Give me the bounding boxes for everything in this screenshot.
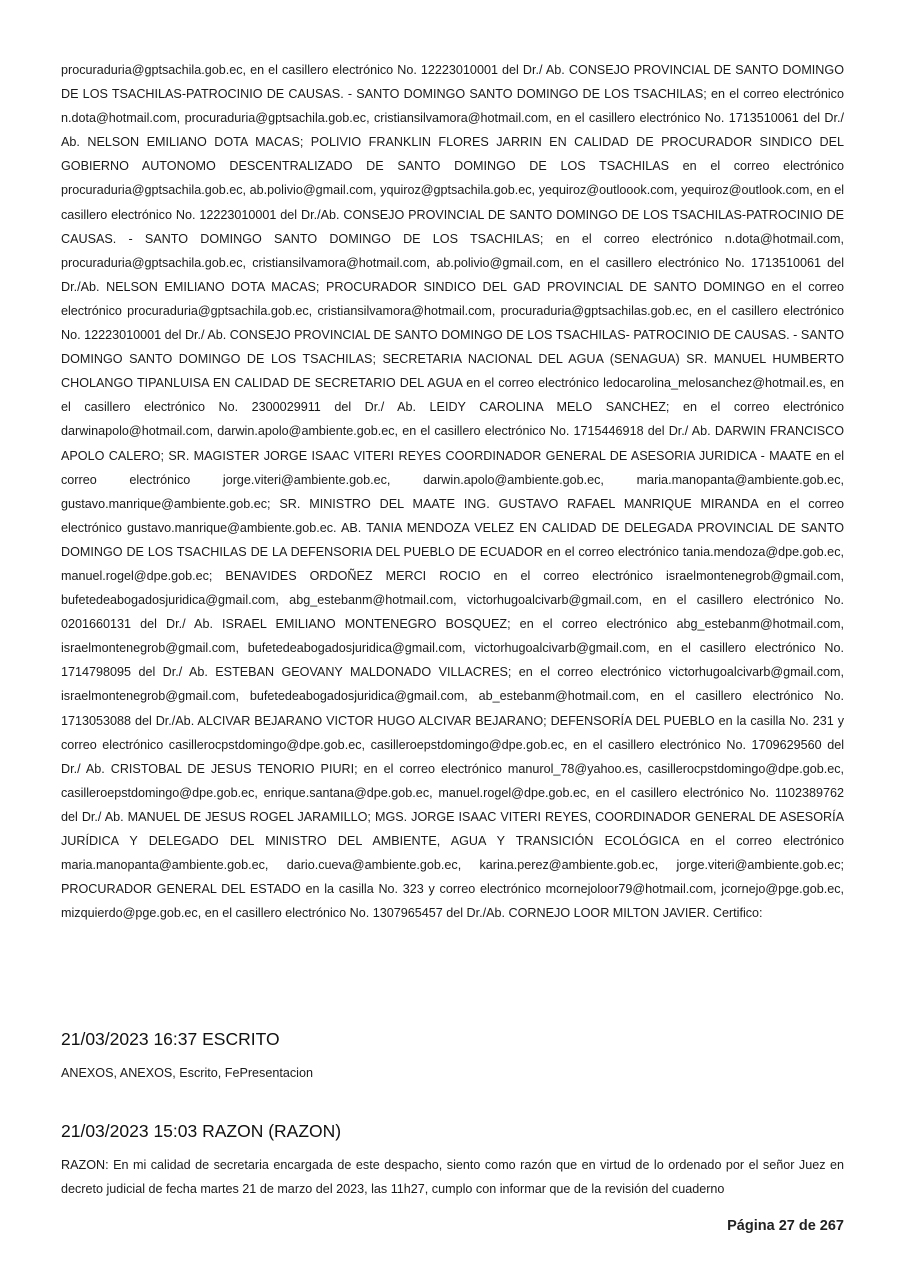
notification-paragraph: procuraduria@gptsachila.gob.ec, en el casillero electrónico No. 12223010001 del Dr./ Ab. CONSEJO PROVINCIAL DE SANTO DOMINGO DE LOS TSACHILAS-PATROCINIO DE CAUSAS. - SANTO DOMINGO SANTO DOMINGO DE LOS TSACHILAS; en el correo electrónico n.dota@hotmail.com, procuraduria@gptsachila.gob.ec, cristiansilvamora@hotmail.com, en el casillero electrónico No. 1713510061 del Dr./ Ab. NELSON EMILIANO DOTA MACAS; POLIVIO FRANKLIN FLORES JARRIN EN CALIDAD DE PROCURADOR SINDICO DEL GOBIERNO AUTONOMO DESCENTRALIZADO DE SANTO DOMINGO DE LOS TSACHILAS en el correo electrónico procuraduria@gptsachila.gob.ec, ab.polivio@gmail.com, yquiroz@gptsachila.gob.ec, yequiroz@outloook.com, yequiroz@outlook.com, en el casillero electrónico No. 12223010001 del Dr./Ab. CONSEJO PROVINCIAL DE SANTO DOMINGO DE LOS TSACHILAS-PATROCINIO DE CAUSAS. - SANTO DOMINGO SANTO DOMINGO DE LOS TSACHILAS; en el correo electrónico n.dota@hotmail.com, procuraduria@gptsachila.gob.ec, cristiansilvamora@hotmail.com, ab.polivio@gmail.com, en el casillero electrónico No. 1713510061 del Dr./Ab. NELSON EMILIANO DOTA MACAS; PROCURADOR SINDICO DEL GAD PROVINCIAL DE SANTO DOMINGO en el correo electrónico procuraduria@gptsachila.gob.ec, cristiansilvamora@hotmail.com, procuraduria@gptsachilas.gob.ec, en el casillero electrónico No. 12223010001 del Dr./ Ab. CONSEJO PROVINCIAL DE SANTO DOMINGO DE LOS TSACHILAS- PATROCINIO DE CAUSAS. - SANTO DOMINGO SANTO DOMINGO DE LOS TSACHILAS; SECRETARIA NACIONAL DEL AGUA (SENAGUA) SR. MANUEL HUMBERTO CHOLANGO TIPANLUISA EN CALIDAD DE SECRETARIO DEL AGUA en el correo electrónico ledocarolina_melosanchez@hotmail.es, en el casillero electrónico No. 2300029911 del Dr./ Ab. LEIDY CAROLINA MELO SANCHEZ; en el correo electrónico darwinapolo@hotmail.com, darwin.apolo@ambiente.gob.ec, en el casillero electrónico No. 1715446918 del Dr./ Ab. DARWIN FRANCISCO APOLO CALERO; SR. MAGISTER JORGE ISAAC VITERI REYES COORDINADOR GENERAL DE ASESORIA JURIDICA - MAATE en el correo electrónico jorge.viteri@ambiente.gob.ec, darwin.apolo@ambiente.gob.ec, maria.manopanta@ambiente.gob.ec, gustavo.manrique@ambiente.gob.ec; SR. MINISTRO DEL MAATE ING. GUSTAVO RAFAEL MANRIQUE MIRANDA en el correo electrónico gustavo.manrique@ambiente.gob.ec. AB. TANIA MENDOZA VELEZ EN CALIDAD DE DELEGADA PROVINCIAL DE SANTO DOMINGO DE LOS TSACHILAS DE LA DEFENSORIA DEL PUEBLO DE ECUADOR en el correo electrónico tania.mendoza@dpe.gob.ec, manuel.rogel@dpe.gob.ec; BENAVIDES ORDOÑEZ MERCI ROCIO en el correo electrónico israelmontenegrob@gmail.com, bufetedeabogadosjuridica@gmail.com, abg_estebanm@hotmail.com, victorhugoalcivarb@gmail.com, en el casillero electrónico No. 0201660131 del Dr./ Ab. ISRAEL EMILIANO MONTENEGRO BOSQUEZ; en el correo electrónico abg_estebanm@hotmail.com, israelmontenegrob@gmail.com, bufetedeabogadosjuridica@gmail.com, victorhugoalcivarb@gmail.com, en el casillero electrónico No. 1714798095 del Dr./ Ab. ESTEBAN GEOVANY MALDONADO VILLACRES; en el correo electrónico victorhugoalcivarb@gmail.com, israelmontenegrob@gmail.com, bufetedeabogadosjuridica@gmail.com, ab_estebanm@hotmail.com, en el casillero electrónico No. 1713053088 del Dr./Ab. ALCIVAR BEJARANO VICTOR HUGO ALCIVAR BEJARANO; DEFENSORÍA DEL PUEBLO en la casilla No. 231 y correo electrónico casillerocpstdomingo@dpe.gob.ec, casilleroepstdomingo@dpe.gob.ec, en el casillero electrónico No. 1709629560 del Dr./ Ab. CRISTOBAL DE JESUS TENORIO PIURI; en el correo electrónico manurol_78@yahoo.es, casillerocpstdomingo@dpe.gob.ec, casilleroepstdomingo@dpe.gob.ec, enrique.santana@dpe.gob.ec, manuel.rogel@dpe.gob.ec, en el casillero electrónico No. 1102389762 del Dr./ Ab. MANUEL DE JESUS ROGEL JARAMILLO; MGS. JORGE ISAAC VITERI REYES, COORDINADOR GENERAL DE ASESORÍA JURÍDICA Y DELEGADO DEL MINISTRO DEL AMBIENTE, AGUA Y TRANSICIÓN ECOLÓGICA en el correo electrónico maria.manopanta@ambiente.gob.ec, dario.cueva@ambiente.gob.ec, karina.perez@ambiente.gob.ec, jorge.viteri@ambiente.gob.ec; PROCURADOR GENERAL DEL ESTADO en la casilla No. 323 y correo electrónico mcornejoloor79@hotmail.com, jcornejo@pge.gob.ec, mizquierdo@pge.gob.ec, en el casillero electrónico No. 1307965457 del Dr./Ab. CORNEJO LOOR MILTON JAVIER. Certifico: [61, 63, 844, 921]
entry-text-razon: RAZON: En mi calidad de secretaria encargada de este despacho, siento como razón que en virtud de lo ordenado por el señor Juez en decreto judicial de fecha martes 21 de marzo del 2023, las 11h27, cumplo con informar que de la revisión del cuaderno [61, 1158, 844, 1197]
entry-heading-razon: 21/03/2023 15:03 RAZON (RAZON) [61, 1121, 342, 1141]
entry-heading-escrito: 21/03/2023 16:37 ESCRITO [61, 1029, 280, 1049]
entry-text-escrito: ANEXOS, ANEXOS, Escrito, FePresentacion [61, 1066, 313, 1080]
page-number: Página 27 de 267 [727, 1218, 844, 1234]
